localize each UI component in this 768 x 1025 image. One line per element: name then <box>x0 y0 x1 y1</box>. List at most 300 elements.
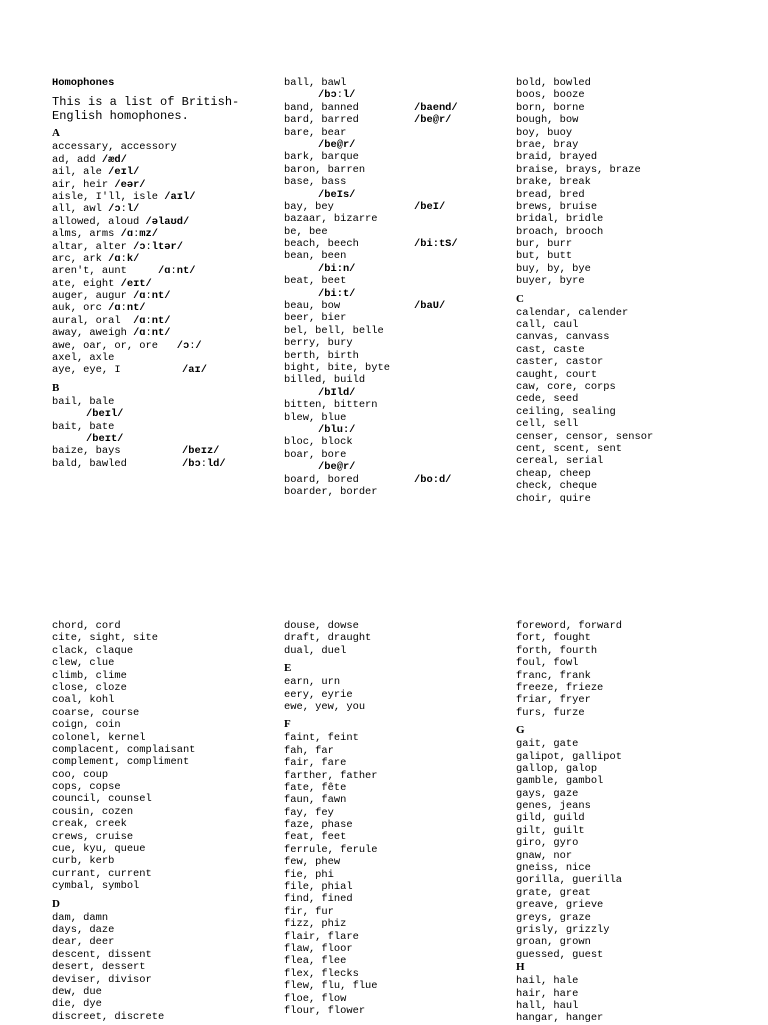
homophone-words: flaw, floor <box>284 942 353 955</box>
homophone-words: baron, barren <box>284 163 366 176</box>
pronunciation: /ɔːltər/ <box>133 240 183 253</box>
homophone-entry <box>516 887 746 899</box>
homophone-entry <box>284 782 514 794</box>
homophone-entry <box>284 931 514 943</box>
homophone-entry <box>516 431 746 443</box>
homophone-words: clew, clue <box>52 657 115 670</box>
homophone-entry <box>516 1000 746 1012</box>
homophone-words: chord, cord <box>52 620 121 632</box>
homophone-entry <box>284 164 514 176</box>
pronunciation: /ɑːk/ <box>108 252 140 265</box>
homophone-words: gorilla, guerilla <box>516 874 623 887</box>
homophone-words: flair, flare <box>284 930 359 943</box>
homophone-words: axel, axle <box>52 352 115 365</box>
homophone-entry <box>516 682 746 694</box>
homophone-entry <box>516 356 746 368</box>
homophone-words: find, fined <box>284 893 353 906</box>
homophone-entry <box>516 238 746 250</box>
homophone-entry <box>516 263 746 275</box>
pronunciation: /ɑːmz/ <box>120 228 159 241</box>
homophone-words: beau, bow <box>284 300 341 313</box>
homophone-entry <box>516 127 746 139</box>
homophone-words: base, bass <box>284 176 347 189</box>
homophone-entry <box>52 327 282 339</box>
homophone-entry <box>516 837 746 849</box>
homophone-entry <box>516 763 746 775</box>
homophone-entry <box>52 880 282 892</box>
homophone-words: dam, damn <box>52 911 109 924</box>
homophone-words: braid, brayed <box>516 151 598 164</box>
homophone-entry <box>516 164 746 176</box>
homophone-entry <box>284 77 514 89</box>
homophone-words: caw, core, corps <box>516 380 616 393</box>
homophone-words: choir, quire <box>516 492 591 505</box>
homophone-entry <box>52 756 282 768</box>
homophone-words: ball, bawl <box>284 77 347 89</box>
homophone-entry <box>516 812 746 824</box>
homophone-entry <box>52 364 282 376</box>
pronunciation: /ɔː/ <box>176 339 202 352</box>
homophone-entry <box>516 775 746 787</box>
homophone-words: flour, flower <box>284 1004 366 1017</box>
homophone-words: eery, eyrie <box>284 688 353 701</box>
homophone-entry <box>52 253 282 265</box>
homophone-entry <box>284 102 514 114</box>
homophone-words: call, caul <box>516 319 579 332</box>
homophone-entry <box>52 620 282 632</box>
homophone-words: auger, augur <box>52 290 134 303</box>
homophone-words: alms, arms <box>52 228 121 241</box>
homophone-entry <box>52 141 282 153</box>
homophone-entry <box>284 770 514 782</box>
homophone-entry <box>52 408 282 420</box>
homophone-words: faint, feint <box>284 732 359 745</box>
homophone-words: boy, buoy <box>516 126 573 139</box>
pronunciation: /ɑːnt/ <box>108 302 146 315</box>
homophone-entry <box>516 331 746 343</box>
homophone-words: aural, oral <box>52 314 134 327</box>
homophone-entry <box>516 707 746 719</box>
homophone-words: caught, court <box>516 368 598 381</box>
homophone-words: fizz, phiz <box>284 918 347 931</box>
homophone-words: hail, hale <box>516 975 579 988</box>
homophone-words: faze, phase <box>284 819 353 832</box>
homophone-entry <box>516 151 746 163</box>
homophone-entry <box>516 949 746 961</box>
homophone-entry <box>284 676 514 688</box>
homophone-words: beat, beet <box>284 275 347 288</box>
homophone-words: earn, urn <box>284 676 341 689</box>
homophone-words: cheap, cheep <box>516 467 591 480</box>
pronunciation: /baU/ <box>414 300 446 313</box>
homophone-words: cops, copse <box>52 781 121 794</box>
homophone-entry <box>52 831 282 843</box>
homophone-entry <box>284 226 514 238</box>
homophone-entry <box>284 844 514 856</box>
homophone-words: berth, birth <box>284 349 359 362</box>
homophone-words: billed, build <box>284 374 366 387</box>
homophone-entry <box>516 114 746 126</box>
homophone-words: beer, bier <box>284 312 347 325</box>
homophone-entry <box>52 352 282 364</box>
homophone-words: fie, phi <box>284 868 334 881</box>
homophone-words: dew, due <box>52 985 102 998</box>
homophone-entry <box>284 325 514 337</box>
homophone-entry <box>284 819 514 831</box>
homophone-entry <box>516 480 746 492</box>
homophone-words: altar, alter <box>52 240 134 253</box>
homophone-words: descent, dissent <box>52 948 152 961</box>
homophone-entry <box>516 102 746 114</box>
homophone-entry <box>516 406 746 418</box>
homophone-words: bight, bite, byte <box>284 361 391 374</box>
homophone-words: allowed, aloud <box>52 215 146 228</box>
homophone-words: ferrule, ferule <box>284 843 378 856</box>
homophone-words: fir, fur <box>284 905 334 918</box>
homophone-words: curb, kerb <box>52 855 115 868</box>
homophone-entry <box>516 694 746 706</box>
homophone-words: gait, gate <box>516 738 579 751</box>
homophone-words: few, phew <box>284 856 341 869</box>
homophone-entry <box>284 374 514 386</box>
page1-column-3 <box>516 77 746 505</box>
homophone-words: broach, brooch <box>516 225 604 238</box>
homophone-words: close, cloze <box>52 681 127 694</box>
pronunciation: /ɔːl/ <box>108 203 140 216</box>
homophone-entry <box>284 689 514 701</box>
homophone-entry <box>52 670 282 682</box>
homophone-words: hall, haul <box>516 999 579 1012</box>
homophone-words: cede, seed <box>516 393 579 406</box>
homophone-words: born, borne <box>516 101 585 114</box>
homophone-entry <box>516 344 746 356</box>
homophone-words: ate, eight <box>52 277 121 290</box>
pronunciation: /be@r/ <box>318 138 356 151</box>
pronunciation: /beɪl/ <box>86 408 124 421</box>
homophone-words: boos, booze <box>516 89 585 102</box>
homophone-words: auk, orc <box>52 302 109 315</box>
homophone-entry <box>516 176 746 188</box>
page2-column-3 <box>516 620 746 1025</box>
homophone-words: fort, fought <box>516 632 591 645</box>
homophone-entry <box>284 201 514 213</box>
pronunciation: /baend/ <box>414 101 458 114</box>
homophone-entry <box>516 912 746 924</box>
homophone-words: ad, add <box>52 153 102 166</box>
homophone-entry <box>52 781 282 793</box>
homophone-words: cousin, cozen <box>52 805 134 818</box>
homophone-entry <box>52 421 282 433</box>
homophone-words: gneiss, nice <box>516 862 591 875</box>
pronunciation: /ɑːnt/ <box>133 314 171 327</box>
homophone-words: ail, ale <box>52 166 109 179</box>
homophone-entry <box>284 893 514 905</box>
homophone-words: file, phial <box>284 881 353 894</box>
homophone-words: bard, barred <box>284 114 359 127</box>
homophone-entry <box>516 468 746 480</box>
homophone-entry <box>284 831 514 843</box>
homophone-entry <box>52 936 282 948</box>
homophone-words: cite, sight, site <box>52 632 159 645</box>
homophone-entry <box>52 315 282 327</box>
homophone-entry <box>52 719 282 731</box>
homophone-words: beach, beech <box>284 238 359 251</box>
homophone-words: gild, guild <box>516 812 585 825</box>
homophone-words: currant, current <box>52 867 152 880</box>
page2-column-2 <box>284 620 514 1017</box>
homophone-entry <box>52 843 282 855</box>
homophone-entry <box>516 620 746 632</box>
homophone-words: guessed, guest <box>516 948 604 961</box>
homophone-words: bait, bate <box>52 420 115 433</box>
homophone-entry <box>284 127 514 139</box>
homophone-entry <box>516 369 746 381</box>
homophone-entry <box>284 250 514 262</box>
homophone-words: fate, fête <box>284 781 347 794</box>
homophone-words: desert, dessert <box>52 961 146 974</box>
homophone-words: forth, fourth <box>516 644 598 657</box>
homophone-words: dual, duel <box>284 644 347 657</box>
homophone-entry <box>516 77 746 89</box>
homophone-words: buyer, byre <box>516 275 585 288</box>
homophone-words: bold, bowled <box>516 77 591 89</box>
section-letter-heading: A <box>52 127 60 140</box>
homophone-entry <box>52 732 282 744</box>
homophone-words: faun, fawn <box>284 794 347 807</box>
homophone-entry <box>516 213 746 225</box>
homophone-words: bloc, block <box>284 436 353 449</box>
homophone-entry <box>284 89 514 101</box>
pronunciation: /beI/ <box>414 200 446 213</box>
homophone-entry <box>52 769 282 781</box>
homophone-words: bur, burr <box>516 238 573 251</box>
homophone-entry <box>516 307 746 319</box>
homophone-entry <box>284 288 514 300</box>
homophone-entry <box>284 189 514 201</box>
homophone-words: band, banned <box>284 101 359 114</box>
homophone-words: calendar, calender <box>516 306 629 319</box>
homophone-words: crews, cruise <box>52 830 134 843</box>
pronunciation: /eər/ <box>114 178 146 191</box>
homophone-entry <box>52 682 282 694</box>
pronunciation: /aɪl/ <box>164 190 196 203</box>
pronunciation: /aɪ/ <box>182 364 207 377</box>
homophone-entry <box>284 424 514 436</box>
homophone-entry <box>516 139 746 151</box>
homophone-words: climb, clime <box>52 669 127 682</box>
homophone-entry <box>284 968 514 980</box>
homophone-entry <box>516 189 746 201</box>
homophone-words: discreet, discrete <box>52 1010 165 1023</box>
homophone-entry <box>516 393 746 405</box>
homophone-entry <box>52 657 282 669</box>
homophone-words: braise, brays, braze <box>516 163 641 176</box>
homophone-entry <box>516 381 746 393</box>
homophone-words: coo, coup <box>52 768 109 781</box>
pronunciation: /ɑːnt/ <box>133 290 171 303</box>
homophone-entry <box>52 818 282 830</box>
homophone-entry <box>284 387 514 399</box>
homophone-entry <box>52 228 282 240</box>
homophone-entry <box>516 418 746 430</box>
homophone-words: bail, bale <box>52 395 115 408</box>
homophone-entry <box>52 458 282 470</box>
pronunciation: /bIld/ <box>318 386 356 399</box>
homophone-entry <box>284 1005 514 1017</box>
homophone-entry <box>284 238 514 250</box>
homophone-words: giro, gyro <box>516 837 579 850</box>
homophone-entry <box>52 744 282 756</box>
homophone-words: greys, graze <box>516 911 591 924</box>
homophone-words: be, bee <box>284 225 328 238</box>
homophone-words: deviser, divisor <box>52 973 152 986</box>
homophone-entry <box>284 856 514 868</box>
homophone-words: die, dye <box>52 998 102 1011</box>
homophone-entry <box>52 793 282 805</box>
homophone-entry <box>284 399 514 411</box>
pronunciation: /bi:t/ <box>318 287 356 300</box>
homophone-entry <box>52 868 282 880</box>
homophone-words: galipot, gallipot <box>516 750 623 763</box>
homophone-words: bridal, bridle <box>516 213 604 226</box>
homophone-words: gamble, gambol <box>516 775 604 788</box>
homophone-entry <box>284 151 514 163</box>
homophone-words: feat, feet <box>284 831 347 844</box>
homophone-entry <box>284 980 514 992</box>
pronunciation: /bo:d/ <box>414 473 452 486</box>
homophone-entry <box>284 993 514 1005</box>
homophone-words: complement, compliment <box>52 756 190 769</box>
homophone-entry <box>284 461 514 473</box>
homophone-words: coarse, course <box>52 706 140 719</box>
homophone-words: freeze, frieze <box>516 681 604 694</box>
homophone-entry <box>284 412 514 424</box>
homophone-words: days, daze <box>52 923 115 936</box>
homophone-words: ceiling, sealing <box>516 405 616 418</box>
homophone-words: aisle, I'll, isle <box>52 190 165 203</box>
homophone-entry <box>52 986 282 998</box>
homophone-entry <box>52 278 282 290</box>
homophone-entry <box>284 486 514 498</box>
section-letter-heading: C <box>516 292 524 305</box>
homophone-words: bread, bred <box>516 188 585 201</box>
homophone-entry <box>284 881 514 893</box>
pronunciation: /bɔːld/ <box>182 457 226 470</box>
homophone-words: friar, fryer <box>516 694 591 707</box>
homophone-words: furs, furze <box>516 706 585 719</box>
homophone-words: bitten, bittern <box>284 399 378 412</box>
homophone-entry <box>52 191 282 203</box>
pronunciation: /be@r/ <box>414 114 452 127</box>
homophone-entry <box>52 645 282 657</box>
homophone-entry <box>516 670 746 682</box>
homophone-entry <box>516 899 746 911</box>
homophone-words: blew, blue <box>284 411 347 424</box>
homophone-words: flew, flu, flue <box>284 980 378 993</box>
homophone-entry <box>284 869 514 881</box>
homophone-words: flex, flecks <box>284 967 359 980</box>
pronunciation: /be@r/ <box>318 461 356 474</box>
homophone-entry <box>52 855 282 867</box>
homophone-entry <box>284 362 514 374</box>
page1-column-2 <box>284 77 514 498</box>
homophone-words: groan, grown <box>516 936 591 949</box>
homophone-words: foul, fowl <box>516 657 579 670</box>
homophone-words: cymbal, symbol <box>52 880 140 893</box>
pronunciation: /ɑːnt/ <box>133 327 171 340</box>
homophone-entry <box>516 645 746 657</box>
homophone-words: cent, scent, sent <box>516 442 623 455</box>
homophone-entry <box>284 114 514 126</box>
homophone-entry <box>52 924 282 936</box>
homophone-entry <box>516 988 746 1000</box>
pronunciation: /beɪt/ <box>86 433 124 445</box>
homophone-entry <box>52 694 282 706</box>
homophone-entry <box>284 645 514 657</box>
homophone-words: gilt, guilt <box>516 824 585 837</box>
homophone-words: fay, fey <box>284 806 334 819</box>
homophone-entry <box>284 436 514 448</box>
homophone-words: floe, flow <box>284 992 347 1005</box>
homophone-entry <box>516 319 746 331</box>
homophone-entry <box>516 275 746 287</box>
homophone-words: air, heir <box>52 178 115 191</box>
homophone-entry <box>516 850 746 862</box>
homophone-entry <box>284 449 514 461</box>
section-letter-heading: D <box>52 897 60 910</box>
homophone-words: creak, creek <box>52 818 127 831</box>
homophone-words: clack, claque <box>52 644 134 657</box>
homophone-entry <box>516 788 746 800</box>
homophone-entry <box>284 701 514 713</box>
homophone-entry <box>516 89 746 101</box>
homophone-words: cell, sell <box>516 418 579 431</box>
homophone-words: dear, deer <box>52 936 115 949</box>
homophone-words: brae, bray <box>516 138 579 151</box>
homophone-entry <box>516 800 746 812</box>
pronunciation: /ɑːnt/ <box>158 265 196 278</box>
section-letter-heading: H <box>516 961 525 974</box>
homophone-entry <box>52 154 282 166</box>
homophone-words: bazaar, bizarre <box>284 213 378 226</box>
homophone-entry <box>284 732 514 744</box>
homophone-words: coal, kohl <box>52 694 115 707</box>
homophone-words: bean, been <box>284 250 347 263</box>
homophone-words: grate, great <box>516 886 591 899</box>
homophone-words: arc, ark <box>52 252 109 265</box>
homophone-words: bel, bell, belle <box>284 324 384 337</box>
homophone-entry <box>52 912 282 924</box>
homophone-words: accessary, accessory <box>52 141 177 154</box>
homophone-entry <box>284 213 514 225</box>
homophone-entry <box>52 290 282 302</box>
homophone-words: complacent, complaisant <box>52 743 196 756</box>
homophone-words: hair, hare <box>516 987 579 1000</box>
homophone-entry <box>516 874 746 886</box>
homophone-words: check, cheque <box>516 480 598 493</box>
homophone-entry <box>516 1012 746 1024</box>
homophone-words: aren't, aunt <box>52 265 159 278</box>
homophone-entry <box>284 263 514 275</box>
homophone-words: draft, draught <box>284 632 372 645</box>
homophone-entry <box>516 936 746 948</box>
homophone-words: aye, eye, I <box>52 364 121 377</box>
pronunciation: /blu:/ <box>318 423 356 436</box>
homophone-entry <box>52 998 282 1010</box>
homophone-entry <box>52 302 282 314</box>
homophone-entry <box>284 312 514 324</box>
homophone-words: fair, fare <box>284 757 347 770</box>
